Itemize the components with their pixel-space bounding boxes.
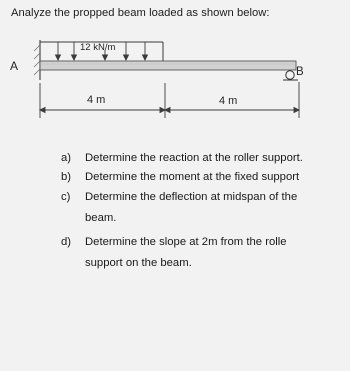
question-d-text-line-2: support on the beam. <box>85 257 192 269</box>
question-a-text: Determine the reaction at the roller support. <box>85 152 303 164</box>
problem-title: Analyze the propped beam loaded as shown below: <box>11 7 270 19</box>
question-d-text-line-1: Determine the slope at 2m from the rolle <box>85 236 287 248</box>
support-b-label: B <box>296 66 304 78</box>
fixed-support-a <box>34 40 40 80</box>
dimension-lines <box>40 82 299 118</box>
question-b-text: Determine the moment at the fixed support <box>85 171 300 183</box>
question-d-marker: d) <box>61 236 72 248</box>
question-c-text-line-2: beam. <box>85 212 117 224</box>
beam <box>40 61 296 70</box>
question-c-marker: c) <box>61 191 71 203</box>
span-2-label: 4 m <box>219 95 238 107</box>
support-a-label: A <box>10 59 19 73</box>
question-a-marker: a) <box>61 152 72 164</box>
load-label: 12 kN/m <box>80 42 116 53</box>
question-b-marker: b) <box>61 171 72 183</box>
span-1-label: 4 m <box>87 94 106 106</box>
question-c-text-line-1: Determine the deflection at midspan of the <box>85 191 298 203</box>
